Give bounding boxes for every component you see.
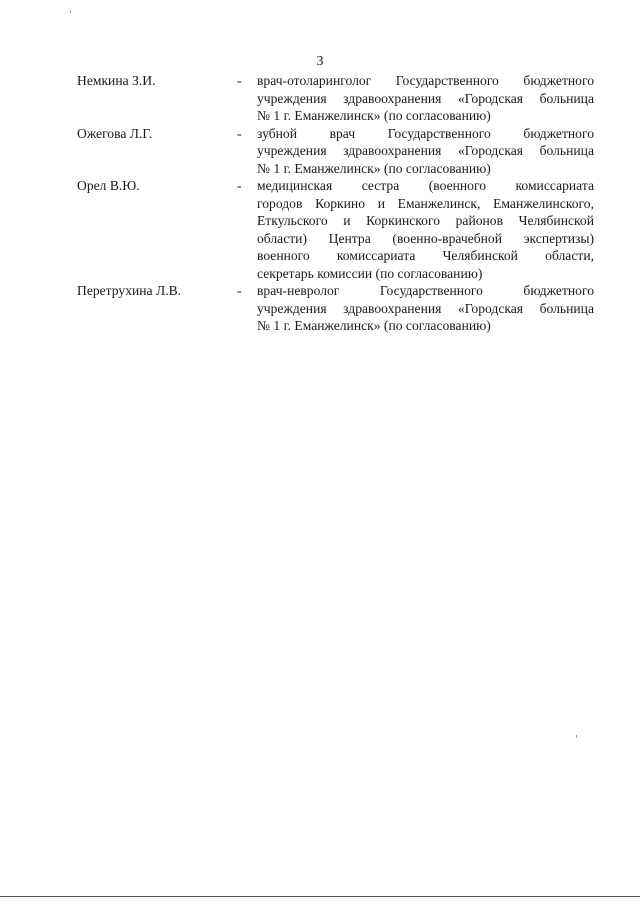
position-line: медицинская сестра (военного комиссариата: [257, 178, 594, 193]
member-position: [257, 72, 594, 125]
list-item: [77, 72, 597, 125]
position-line: № 1 г. Еманжелинск» (по согласованию): [257, 160, 491, 176]
position-line: области) Центра (военно-врачебной экспертизы): [257, 230, 594, 246]
entry-dash: -: [237, 283, 242, 298]
commission-member-list: [77, 72, 597, 335]
position-line: Еткульского и Коркинского районов Челябинской: [257, 213, 594, 228]
list-item: [77, 177, 597, 282]
scan-bottom-edge: [0, 896, 640, 897]
position-line: № 1 г. Еманжелинск» (по согласованию): [257, 108, 491, 123]
member-position: [257, 125, 594, 178]
position-line: учреждения здравоохранения «Городская больница: [257, 300, 594, 316]
position-line: учреждения здравоохранения «Городская больница: [257, 90, 594, 106]
position-line: секретарь комиссии (по согласованию): [257, 265, 483, 281]
page-number: 3: [316, 54, 324, 69]
member-name: Орел В.Ю.: [77, 178, 140, 193]
position-line: учреждения здравоохранения «Городская больница: [257, 143, 594, 158]
scan-speck: [70, 10, 71, 13]
position-line: врач-отоларинголог Государственного бюджетного: [257, 73, 594, 88]
entry-dash: -: [237, 73, 242, 88]
scan-speck: [576, 735, 577, 738]
member-position: [257, 282, 594, 335]
position-line: зубной врач Государственного бюджетного: [257, 125, 594, 141]
member-name: Перетрухина Л.В.: [77, 283, 182, 298]
list-item: [77, 282, 597, 335]
list-item: [77, 125, 597, 178]
position-line: городов Коркино и Еманжелинск, Еманжелинского,: [257, 195, 594, 211]
member-position: [257, 177, 594, 282]
entry-dash: -: [237, 125, 242, 141]
member-name: Немкина З.И.: [77, 73, 156, 88]
member-name: Ожегова Л.Г.: [77, 125, 153, 141]
position-line: № 1 г. Еманжелинск» (по согласованию): [257, 318, 491, 333]
position-line: врач-невролог Государственного бюджетного: [257, 283, 594, 298]
position-line: военного комиссариата Челябинской области,: [257, 248, 594, 263]
entry-dash: -: [237, 178, 242, 193]
